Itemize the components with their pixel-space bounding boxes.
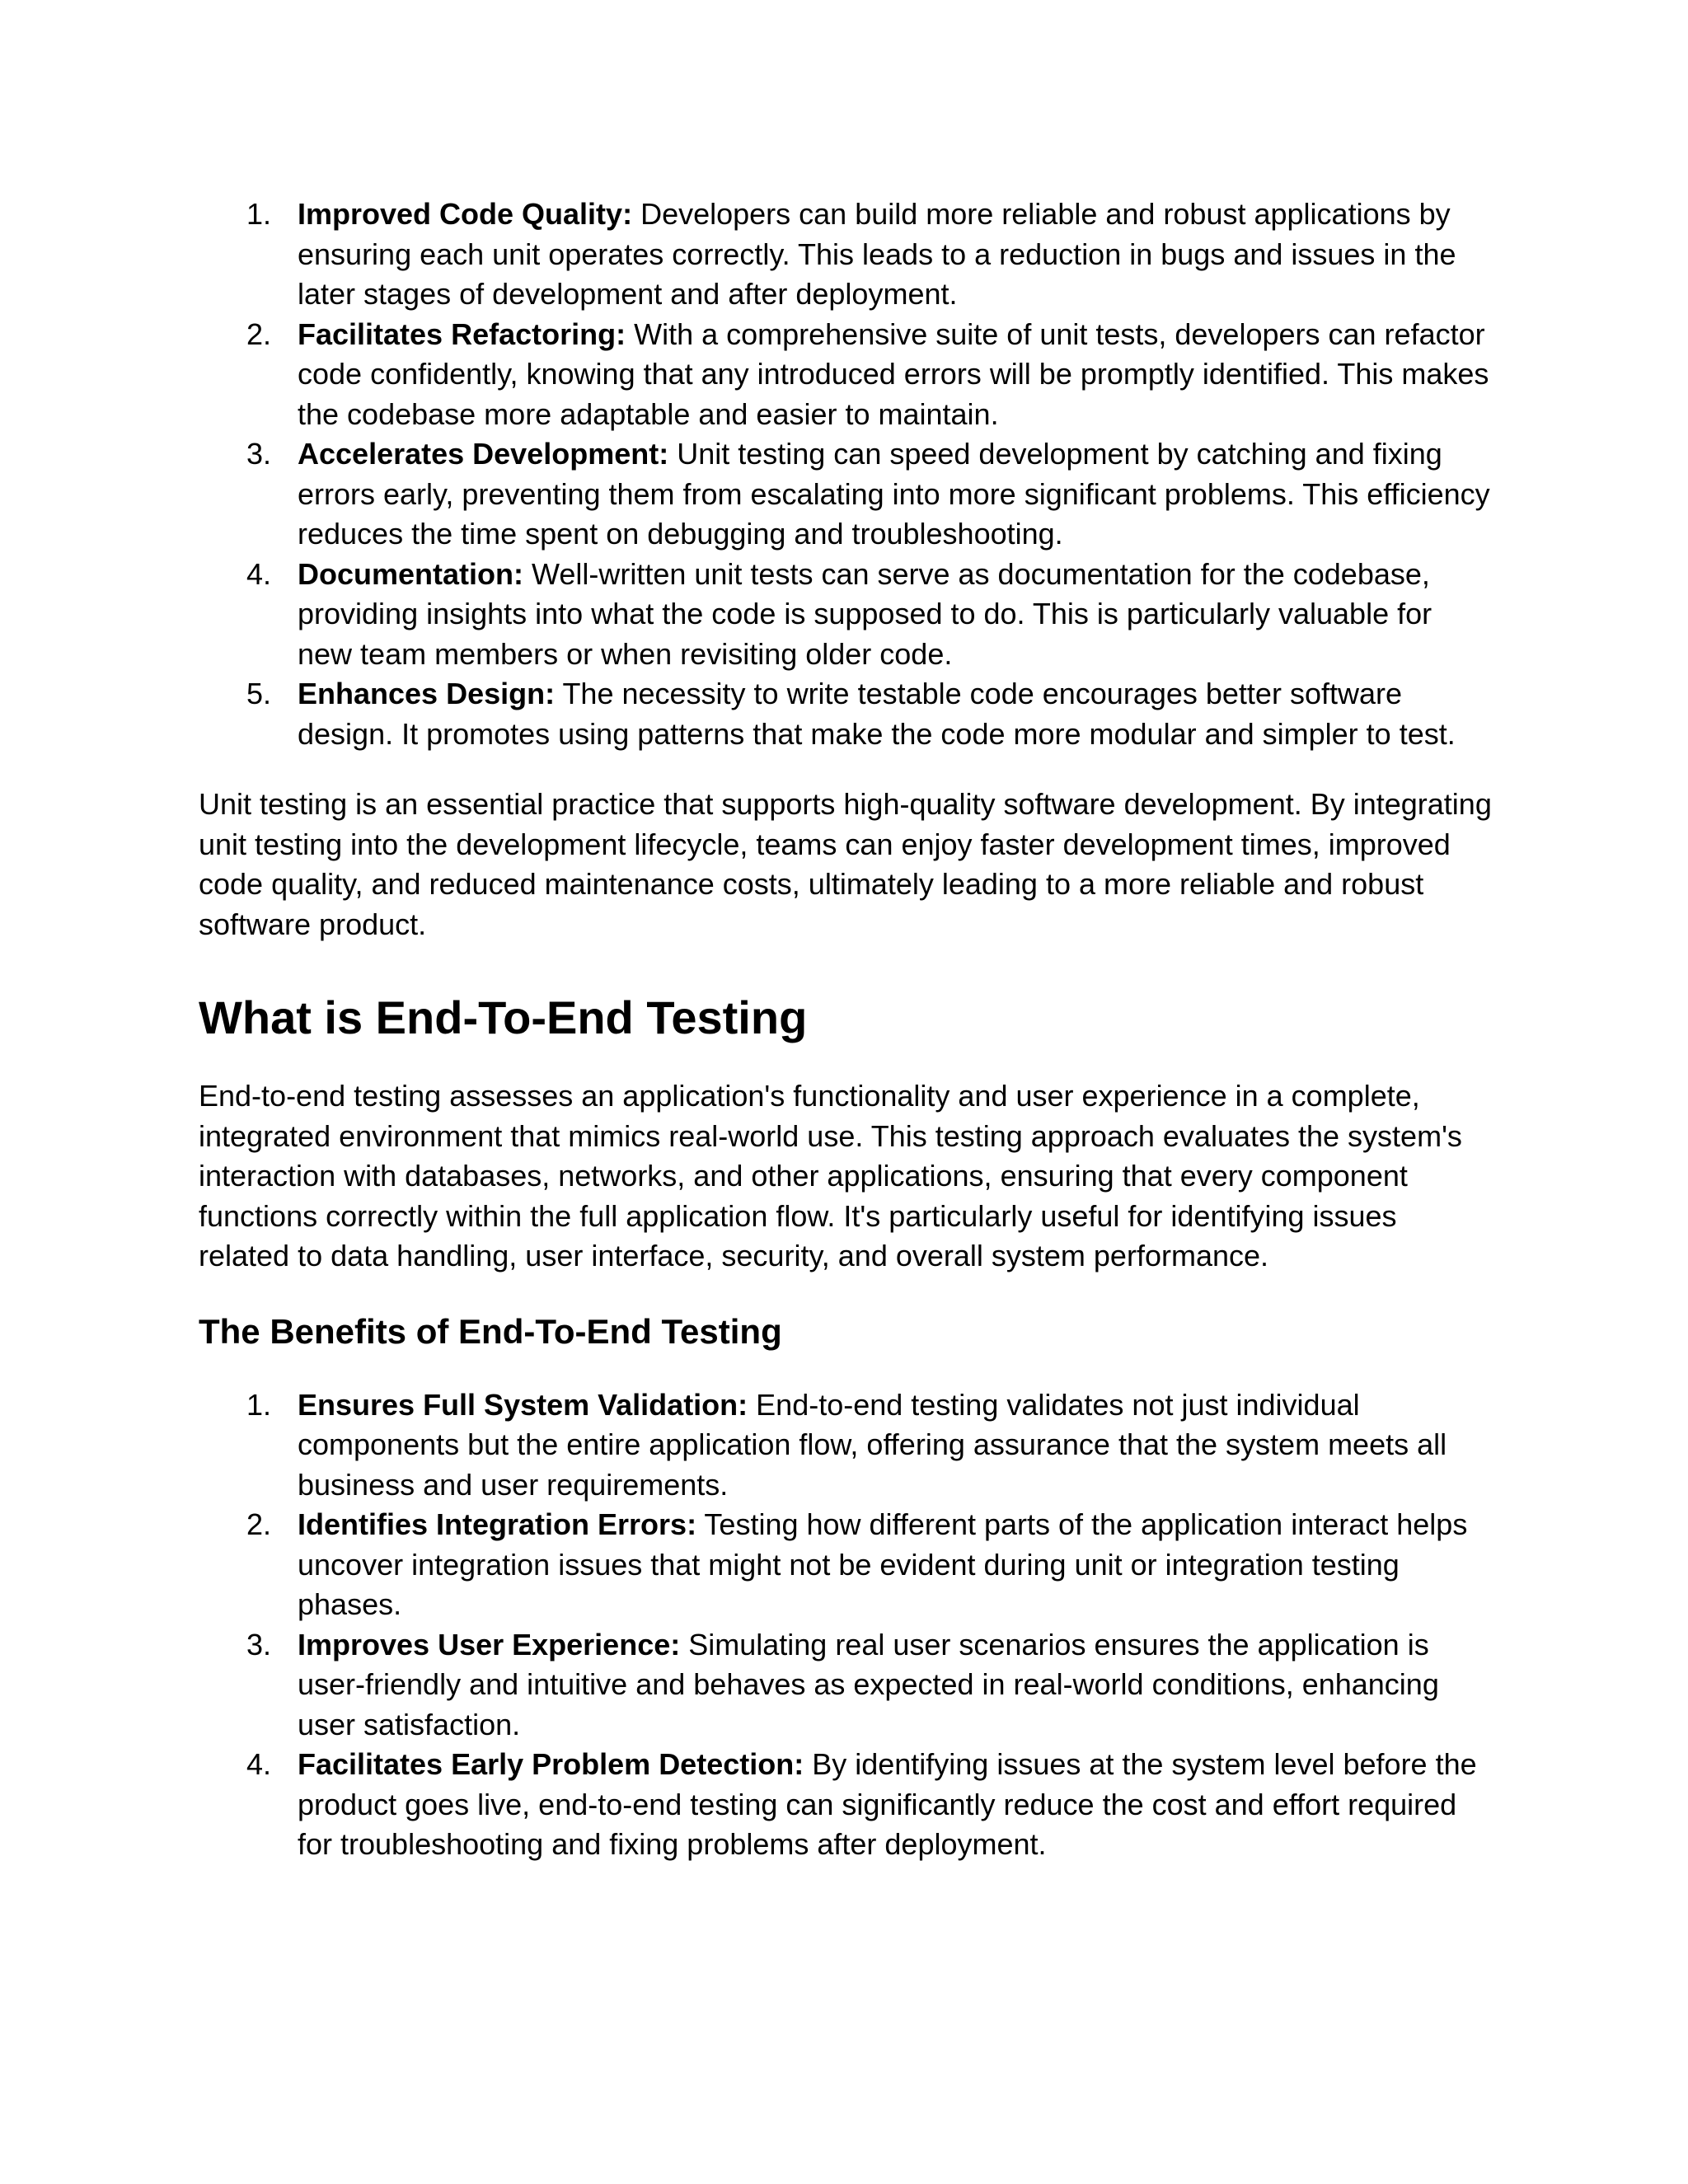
list-item-title: Facilitates Refactoring:	[298, 316, 626, 351]
list-item-number: 1.	[246, 1387, 272, 1422]
subsection-heading: The Benefits of End-To-End Testing	[199, 1311, 782, 1351]
section-heading: What is End-To-End Testing	[199, 991, 808, 1043]
list-item-text: With a comprehensive suite of unit tests, developers can refactor code confidently, knowing that any introduced errors will be promptly identified. This makes the codebase more adaptable and easier to maintain.	[298, 316, 1489, 431]
list-item-title: Documentation:	[298, 556, 523, 591]
list-item	[199, 674, 1493, 754]
unit-testing-summary-paragraph: Unit testing is an essential practice that supports high-quality software development. By integrating unit testing into the development lifecycle, teams can enjoy faster development times, improved code quality, and reduced maintenance costs, ultimately leading to a more reliable and robust software product.	[199, 787, 1492, 941]
list-item	[199, 194, 1493, 315]
e2e-testing-benefits-list	[199, 1385, 1493, 1865]
list-item-title: Enhances Design:	[298, 677, 556, 710]
list-item	[199, 1625, 1493, 1746]
list-item	[199, 434, 1493, 555]
list-item	[199, 315, 1493, 435]
list-item-text: Simulating real user scenarios ensures the application is user-friendly and intuitive and behaves as expected in real-world conditions, enhancing user satisfaction.	[298, 1627, 1439, 1741]
list-item-number: 1.	[246, 197, 272, 231]
list-item-title: Facilitates Early Problem Detection:	[298, 1747, 804, 1781]
list-item-number: 2.	[246, 316, 272, 351]
list-item-number: 4.	[246, 1747, 272, 1781]
list-item-number: 2.	[246, 1507, 272, 1541]
list-item-number: 5.	[246, 677, 272, 710]
list-item-text: The necessity to write testable code encourages better software design. It promotes using patterns that make the code more modular and simpler to test.	[298, 677, 1456, 751]
unit-testing-benefits-list	[199, 194, 1493, 754]
list-item	[199, 555, 1493, 675]
list-item	[199, 1385, 1493, 1506]
list-item-number: 3.	[246, 437, 272, 471]
list-item-text: Well-written unit tests can serve as documentation for the codebase, providing insights into what the code is supposed to do. This is particularly valuable for new team members or when revisiting older code.	[298, 556, 1432, 671]
list-item	[199, 1505, 1493, 1625]
list-item-text: Developers can build more reliable and robust applications by ensuring each unit operates correctly. This leads to a reduction in bugs and issues in the later stages of development and after deployment.	[298, 197, 1456, 311]
list-item-title: Accelerates Development:	[298, 437, 669, 471]
list-item-title: Identifies Integration Errors:	[298, 1507, 697, 1541]
list-item-text: Testing how different parts of the application interact helps uncover integration issues that might not be evident during unit or integration testing phases.	[298, 1507, 1468, 1621]
list-item-text: End-to-end testing validates not just individual components but the entire application flow, offering assurance that the system meets all business and user requirements.	[298, 1387, 1447, 1502]
list-item-title: Ensures Full System Validation:	[298, 1387, 748, 1422]
list-item	[199, 1745, 1493, 1865]
document-content	[199, 194, 1493, 1865]
list-item-number: 3.	[246, 1627, 272, 1661]
list-item-text: By identifying issues at the system level before the product goes live, end-to-end testing can significantly reduce the cost and effort required for troubleshooting and fixing problems after deployment.	[298, 1747, 1477, 1861]
list-item-number: 4.	[246, 556, 272, 591]
list-item-title: Improves User Experience:	[298, 1627, 681, 1661]
list-item-text: Unit testing can speed development by catching and fixing errors early, preventing them from escalating into more significant problems. This efficiency reduces the time spent on debugging and troubleshooting.	[298, 437, 1490, 551]
list-item-title: Improved Code Quality:	[298, 197, 633, 231]
e2e-testing-description-paragraph: End-to-end testing assesses an application's functionality and user experience in a complete, integrated environment that mimics real-world use. This testing approach evaluates the system's interaction with databases, networks, and other applications, ensuring that every component functions correctly within the full application flow. It's particularly useful for identifying issues related to data handling, user interface, security, and overall system performance.	[199, 1079, 1462, 1272]
